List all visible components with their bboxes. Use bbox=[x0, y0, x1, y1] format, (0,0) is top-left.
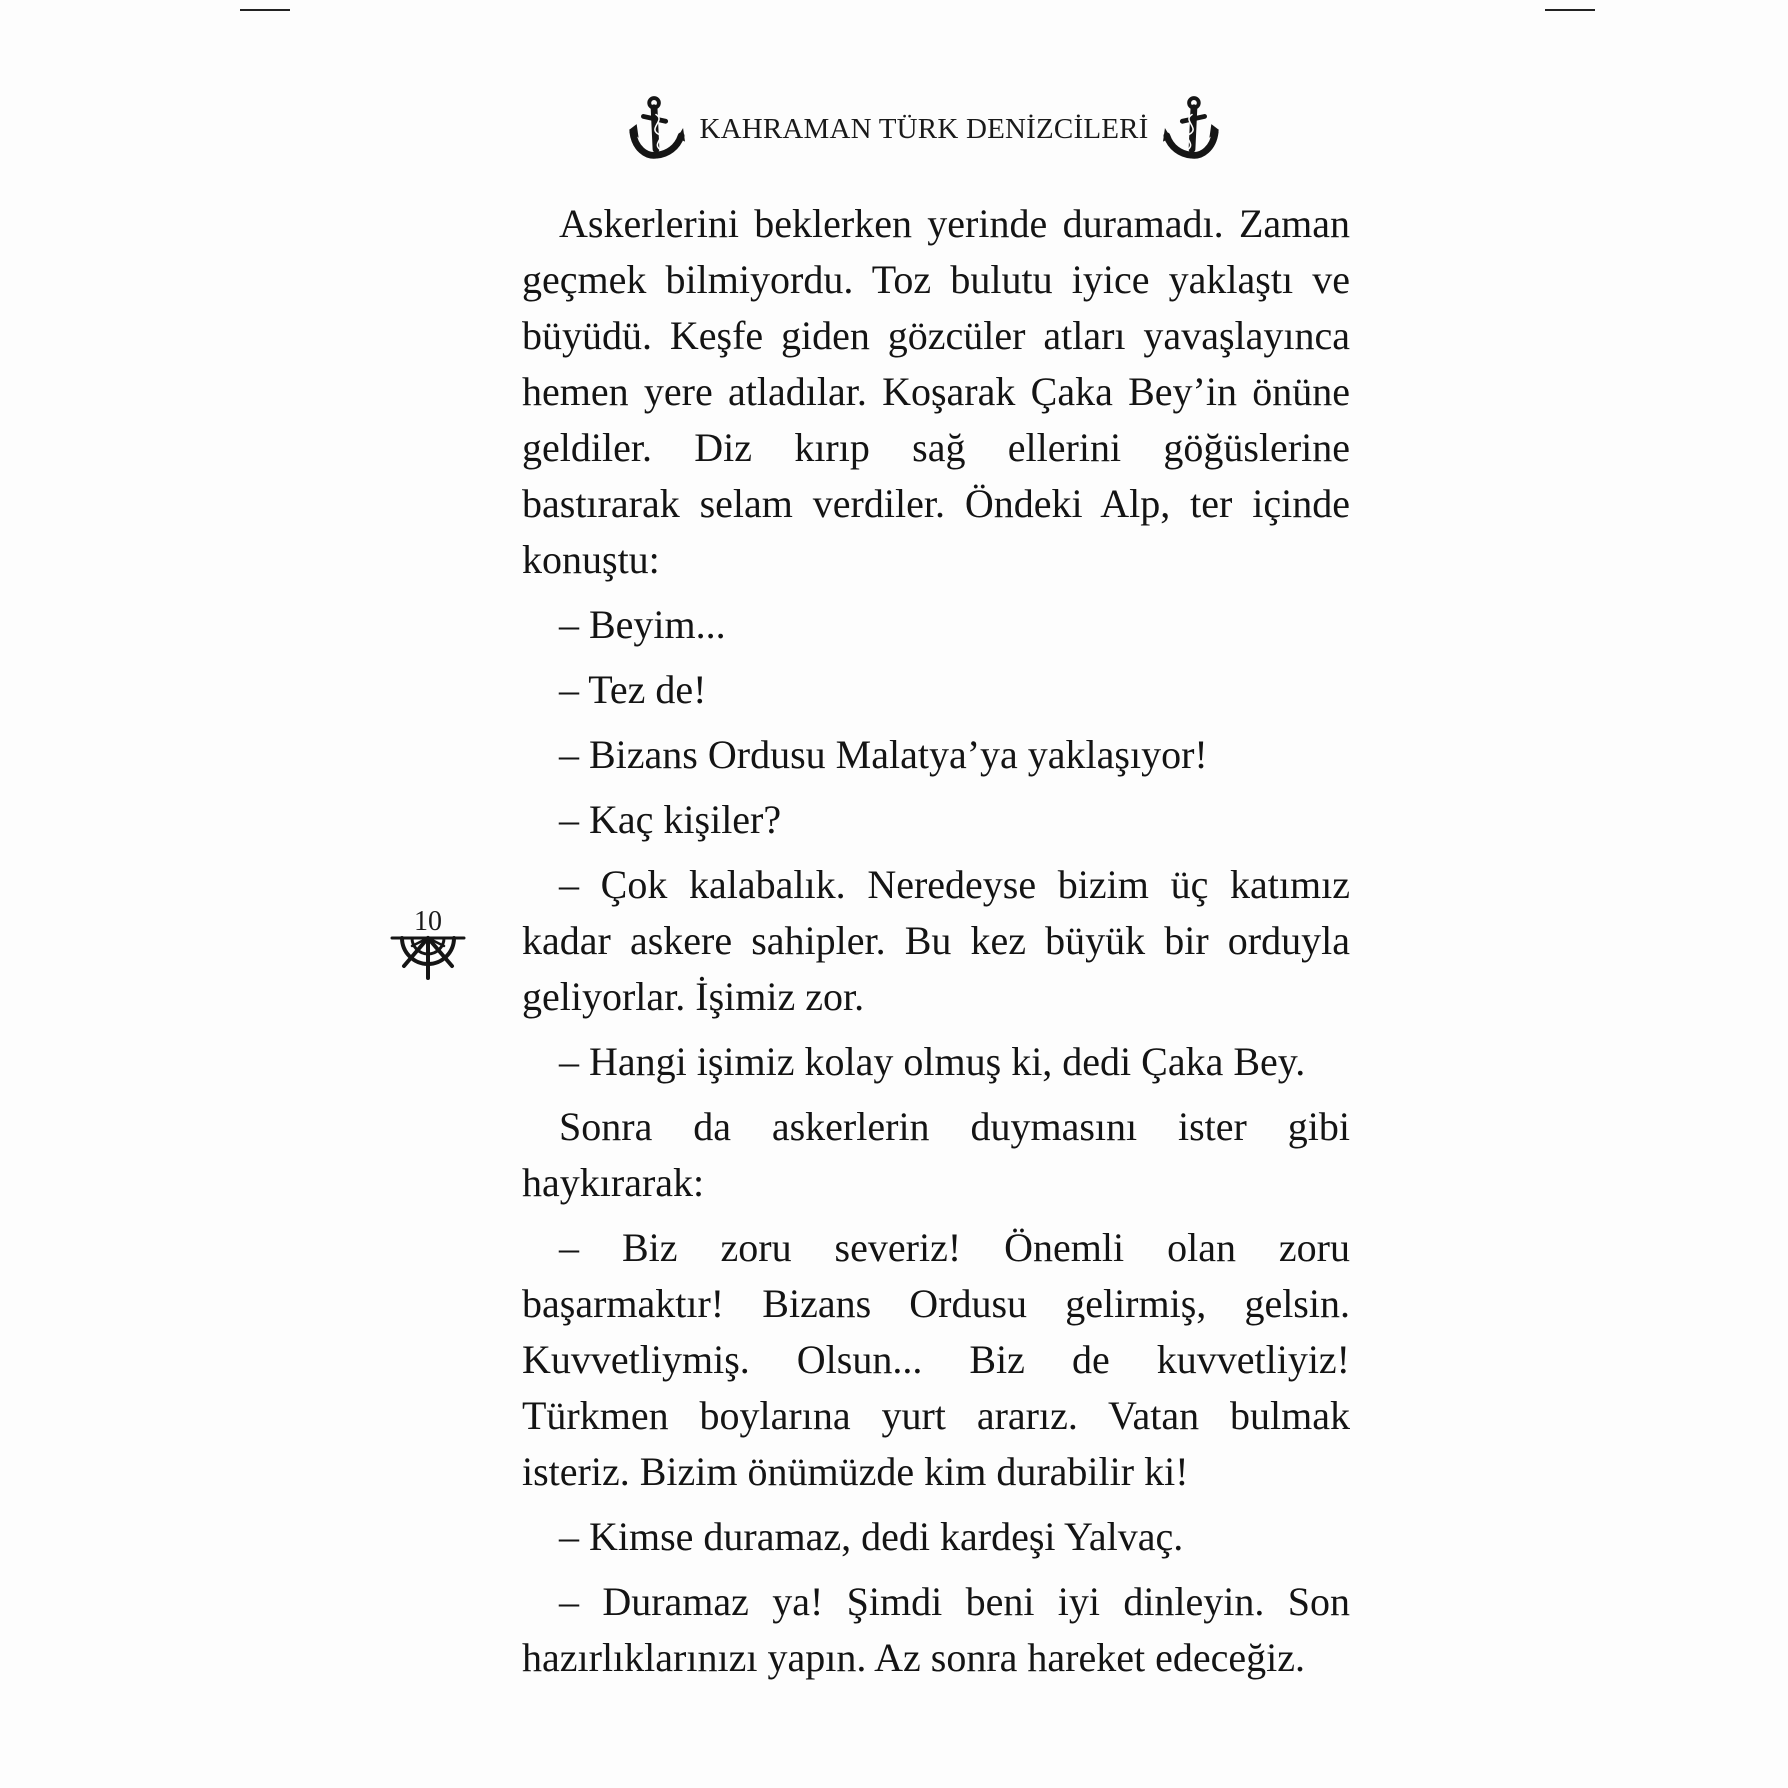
crop-mark-right bbox=[1545, 9, 1595, 11]
dialogue-line: – Tez de! bbox=[559, 667, 707, 712]
running-title: KAHRAMAN TÜRK DENİZCİLERİ bbox=[699, 112, 1149, 145]
running-head bbox=[30, 95, 1788, 163]
dialogue-line: – Duramaz ya! Şimdi beni iyi dinleyin. Son hazırlıklarınızı yapın. Az sonra hareket edeceğiz. bbox=[522, 1579, 1350, 1680]
body-text bbox=[522, 196, 1350, 1695]
ship-wheel-icon bbox=[390, 934, 466, 982]
paragraph: Sonra da askerlerin duymasını ister gibi haykırarak: bbox=[522, 1104, 1350, 1205]
page-number-block bbox=[390, 908, 466, 982]
dialogue-line: – Kimse duramaz, dedi kardeşi Yalvaç. bbox=[559, 1514, 1184, 1559]
dialogue-line: – Beyim... bbox=[559, 602, 726, 647]
dialogue-line: – Çok kalabalık. Neredeyse bizim üç katımız kadar askere sahipler. Bu kez büyük bir orduyla geliyorlar. İşimiz zor. bbox=[522, 862, 1350, 1019]
dialogue-line: – Kaç kişiler? bbox=[559, 797, 782, 842]
dialogue-line: – Hangi işimiz kolay olmuş ki, dedi Çaka Bey. bbox=[559, 1039, 1306, 1084]
paragraph: Askerlerini beklerken yerinde duramadı. Zaman geçmek bilmiyordu. Toz bulutu iyice yaklaştı ve büyüdü. Keşfe giden gözcüler atları yavaşlayınca hemen yere atladılar. Koşarak Çaka Bey’in önüne geldiler. Diz kırıp sağ ellerini göğüslerine bastırarak selam verdiler. Öndeki Alp, ter içinde konuştu: bbox=[522, 201, 1350, 582]
dialogue-line: – Bizans Ordusu Malatya’ya yaklaşıyor! bbox=[559, 732, 1208, 777]
page-number: 10 bbox=[414, 906, 442, 937]
anchor-icon bbox=[1163, 95, 1221, 163]
dialogue-line: – Biz zoru severiz! Önemli olan zoru başarmaktır! Bizans Ordusu gelirmiş, gelsin. Kuvvetliymiş. Olsun... Biz de kuvvetliyiz! Türkmen boylarına yurt ararız. Vatan bulmak isteriz. Bizim önümüzde kim durabilir ki! bbox=[522, 1225, 1350, 1494]
crop-mark-left bbox=[240, 9, 290, 11]
anchor-icon bbox=[627, 95, 685, 163]
